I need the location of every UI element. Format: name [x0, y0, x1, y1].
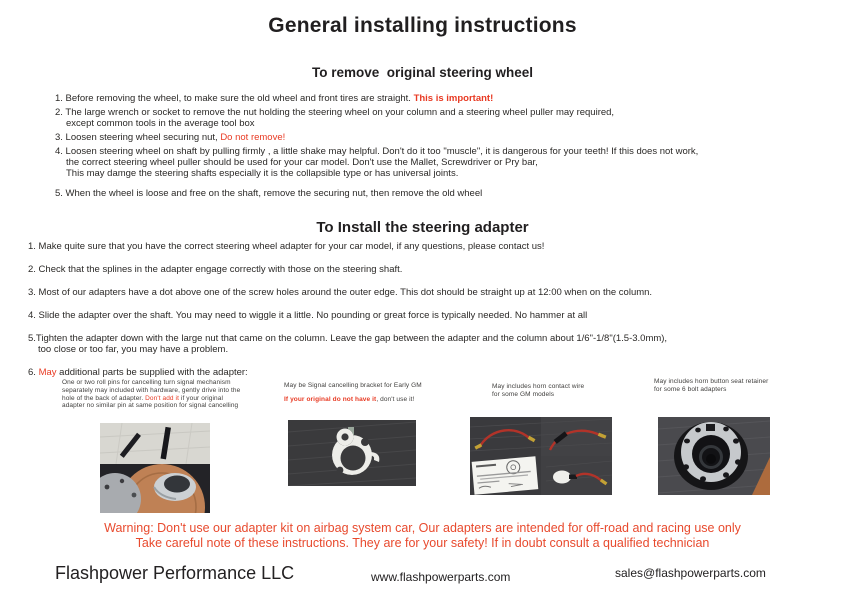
company-name: Flashpower Performance LLC — [55, 563, 295, 583]
item-text-highlight: This is important! — [413, 93, 494, 104]
note-text: if your original — [179, 394, 223, 402]
website-url: www.flashpowerparts.com — [371, 570, 511, 584]
list-item: 1. Make quite sure that you have the correct steering wheel adapter for your car model, if any questions, please contact us! — [28, 241, 545, 252]
warning-text — [0, 521, 845, 551]
item-text: 5. When the wheel is loose and free on the shaft, remove the securing nut, then remove the old wheel — [55, 188, 483, 199]
signal-cancelling-bracket-photo — [288, 420, 416, 486]
list-item — [28, 333, 837, 355]
page-title: General installing instructions — [268, 14, 577, 37]
list-item — [55, 188, 837, 199]
warning-line: Warning: Don't use our adapter kit on airbag system car, Our adapters are intended for off-road and racing use only — [104, 521, 741, 535]
note-line: for some GM models — [492, 390, 555, 398]
item-text: 1. Before removing the wheel, to make sure the old wheel and front tires are straight. — [55, 93, 414, 104]
note-line — [284, 396, 489, 404]
roll-pins-and-adapter-back-photo — [100, 423, 210, 513]
list-item — [55, 146, 837, 179]
item-text-continuation: too close or too far, you may have a problem. — [38, 344, 229, 355]
list-item: 2. Check that the splines in the adapter engage correctly with those on the steering shaft. — [28, 264, 403, 275]
parts-note-roll-pins — [62, 379, 288, 410]
list-item — [55, 132, 837, 143]
parts-note-horn-wire — [492, 383, 652, 399]
remove-section-heading: To remove original steering wheel — [311, 65, 534, 80]
item-text: 3. Loosen steering wheel securing nut, — [55, 132, 221, 143]
item-text: 6. — [28, 367, 39, 378]
note-line: adapter no similar pin at same position for signal cancelling — [62, 402, 239, 410]
note-line — [62, 395, 288, 403]
note-line: May includes horn contact wire — [492, 383, 585, 390]
list-item: 3. Most of our adapters have a dot above one of the screw holes around the outer edge. This dot should be straight up at 12:00 when on the column. — [28, 287, 653, 298]
email-address: sales@flashpowerparts.com — [615, 566, 766, 580]
note-line: One or two roll pins for cancelling turn signal mechanism — [62, 379, 231, 386]
list-item — [55, 93, 837, 104]
item-text: additional parts be supplied with the adapter: — [56, 367, 248, 378]
note-text: hole of the back of adapter. — [62, 394, 146, 402]
horn-button-seat-retainer-hub-photo — [658, 417, 770, 495]
item-text: 5.Tighten the adapter down with the large nut that came on the column. Leave the gap between the adapter and the column about 1/6"-1/8"(1.5-3.0mm), — [28, 333, 668, 344]
note-line: separately may included with hardware, gently drive into the — [62, 386, 241, 394]
note-line: for some 6 bolt adapters — [654, 385, 727, 393]
remove-instructions-list — [55, 93, 837, 199]
warning-line: Take careful note of these instructions. They are for your safety! If in doubt consult a qualified technician — [135, 536, 710, 550]
item-text-highlight: May — [38, 367, 57, 378]
horn-contact-wire-photo — [470, 417, 612, 495]
parts-note-seat-retainer — [654, 378, 840, 394]
item-text-continuation: This may damge the steering shafts especially it is the collapsible type or has universal joints. — [66, 168, 459, 179]
list-item — [55, 107, 837, 129]
item-text: 4. Loosen steering wheel on shaft by pulling firmly , a little shake may helpful. Don't do it too "muscle", it is dangerous for your teeth! If this does not work, — [55, 146, 699, 157]
item-text: 2. The large wrench or socket to remove the nut holding the steering wheel on your column and a steering wheel puller may required, — [55, 107, 615, 118]
install-instructions-list — [28, 241, 837, 390]
note-text-highlight: Don't add it — [145, 394, 180, 402]
parts-note-cancelling-bracket — [284, 382, 489, 404]
list-item: 4. Slide the adapter over the shaft. You may need to wiggle it a little. No pounding or great force is typically needed. No hammer at all — [28, 310, 588, 321]
list-item — [28, 367, 837, 378]
install-section-heading: To Install the steering adapter — [316, 219, 529, 236]
note-line: May be Signal cancelling bracket for Early GM — [284, 382, 422, 389]
item-text-continuation: except common tools in the average tool box — [66, 118, 255, 129]
note-line: May includes horn button seat retainer — [654, 378, 769, 385]
item-text-continuation: the correct steering wheel puller should be used for your car model. Don't use the Mallet, Screwdriver or Pry bar, — [66, 157, 538, 168]
note-text-highlight: If your original do not have it — [284, 395, 377, 403]
item-text-highlight: Do not remove! — [220, 132, 286, 143]
note-text: , don't use it! — [376, 395, 415, 403]
